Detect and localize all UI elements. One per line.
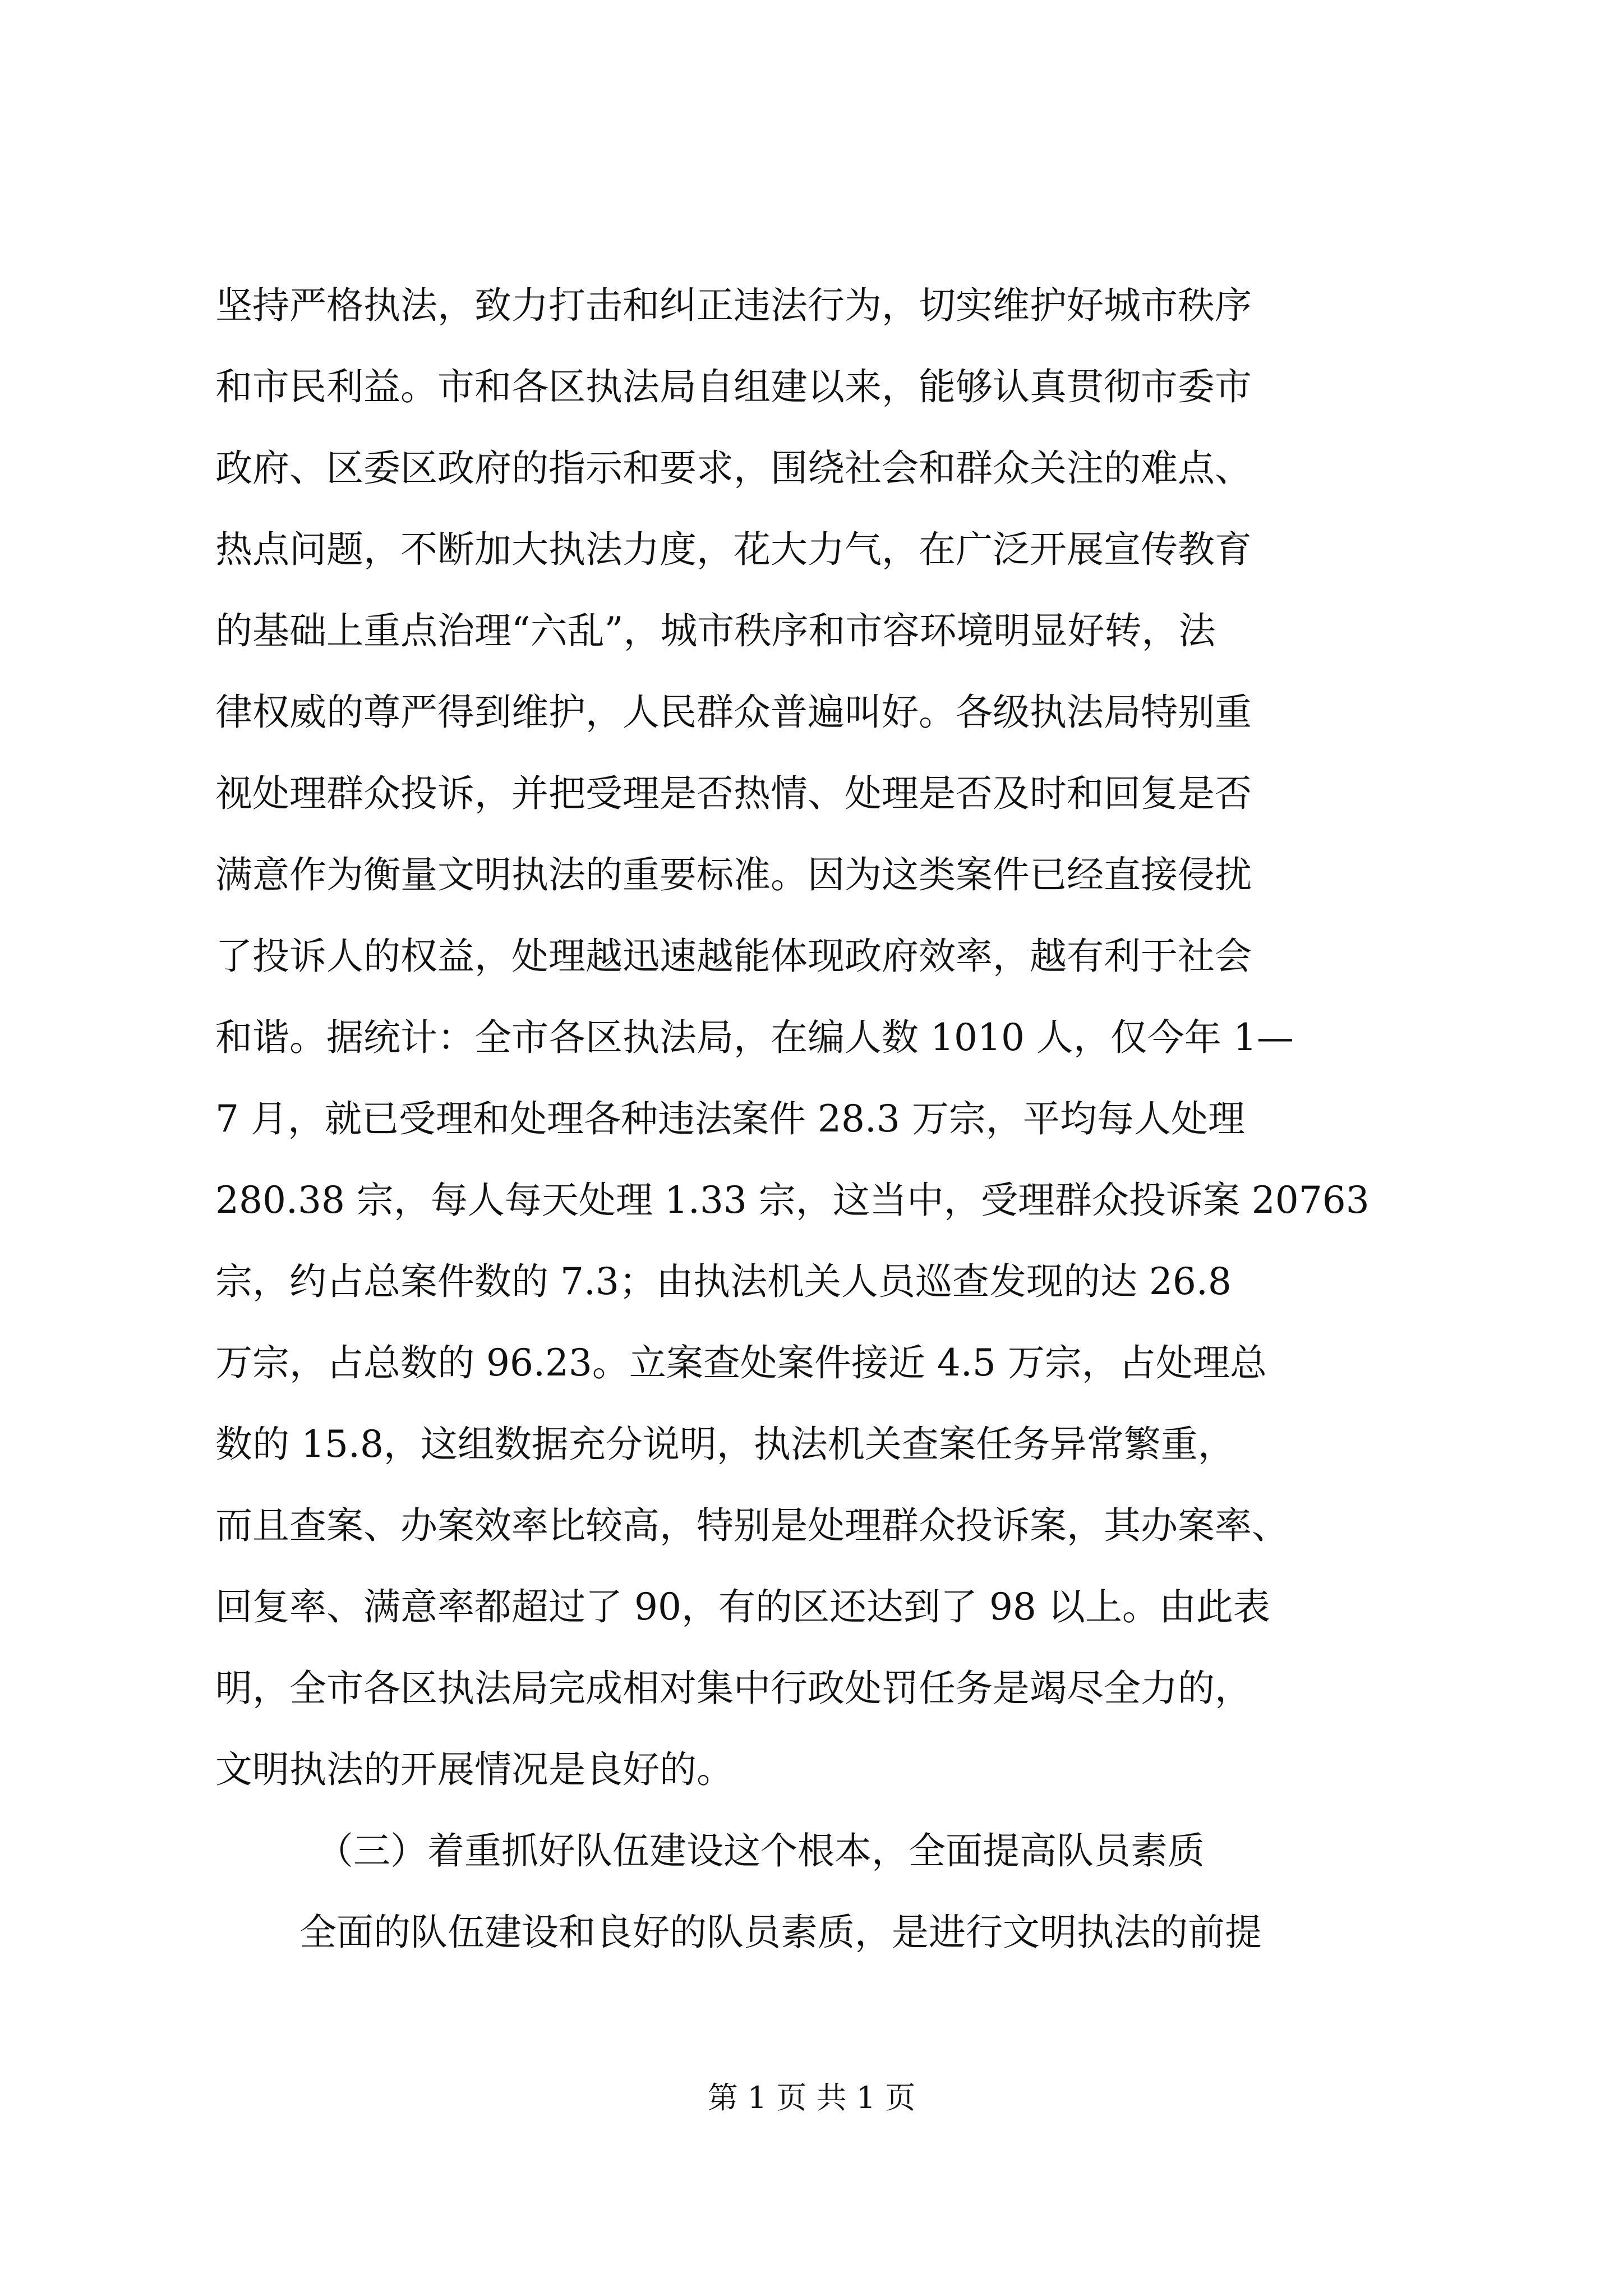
text-line: 7 月，就已受理和处理各种违法案件 28.3 万宗，平均每人处理 [215, 1097, 1245, 1140]
paragraph-first-line: 全面的队伍建设和良好的队员素质，是进行文明执法的前提 [299, 1911, 1262, 1954]
text-line: 而且查案、办案效率比较高，特别是处理群众投诉案，其办案率、 [215, 1504, 1289, 1547]
body-text [215, 265, 1415, 1973]
text-line: 律权威的尊严得到维护，人民群众普遍叫好。各级执法局特别重 [215, 691, 1252, 734]
text-line: 明，全市各区执法局完成相对集中行政处罚任务是竭尽全力的， [215, 1667, 1252, 1710]
text-line: 万宗，占总数的 96.23。立案查处案件接近 4.5 万宗，占处理总 [215, 1341, 1267, 1384]
text-line: 满意作为衡量文明执法的重要标准。因为这类案件已经直接侵扰 [215, 853, 1252, 896]
text-line: 文明执法的开展情况是良好的。 [215, 1748, 734, 1791]
text-line: 热点问题，不断加大执法力度，花大力气，在广泛开展宣传教育 [215, 528, 1252, 571]
page-footer: 第 1 页 共 1 页 [707, 2080, 916, 2115]
text-line: 了投诉人的权益，处理越迅速越能体现政府效率，越有利于社会 [215, 935, 1252, 978]
text-line: 和市民利益。市和各区执法局自组建以来，能够认真贯彻市委市 [215, 365, 1252, 408]
text-line: 坚持严格执法，致力打击和纠正违法行为，切实维护好城市秩序 [215, 284, 1252, 327]
text-line: 政府、区委区政府的指示和要求，围绕社会和群众关注的难点、 [215, 447, 1252, 490]
text-line: 和谐。据统计：全市各区执法局，在编人数 1010 人，仅今年 1— [215, 1016, 1294, 1059]
text-line: 回复率、满意率都超过了 90，有的区还达到了 98 以上。由此表 [215, 1585, 1270, 1628]
text-line: 视处理群众投诉，并把受理是否热情、处理是否及时和回复是否 [215, 772, 1252, 815]
text-line: 280.38 宗，每人每天处理 1.33 宗，这当中，受理群众投诉案 20763 [215, 1179, 1370, 1222]
section-heading: （三）着重抓好队伍建设这个根本，全面提高队员素质 [316, 1829, 1205, 1872]
text-line: 的基础上重点治理“六乱”，城市秩序和市容环境明显好转，法 [215, 609, 1216, 652]
text-line: 数的 15.8，这组数据充分说明，执法机关查案任务异常繁重， [215, 1423, 1235, 1466]
text-line: 宗，约占总案件数的 7.3；由执法机关人员巡查发现的达 26.8 [215, 1260, 1232, 1303]
